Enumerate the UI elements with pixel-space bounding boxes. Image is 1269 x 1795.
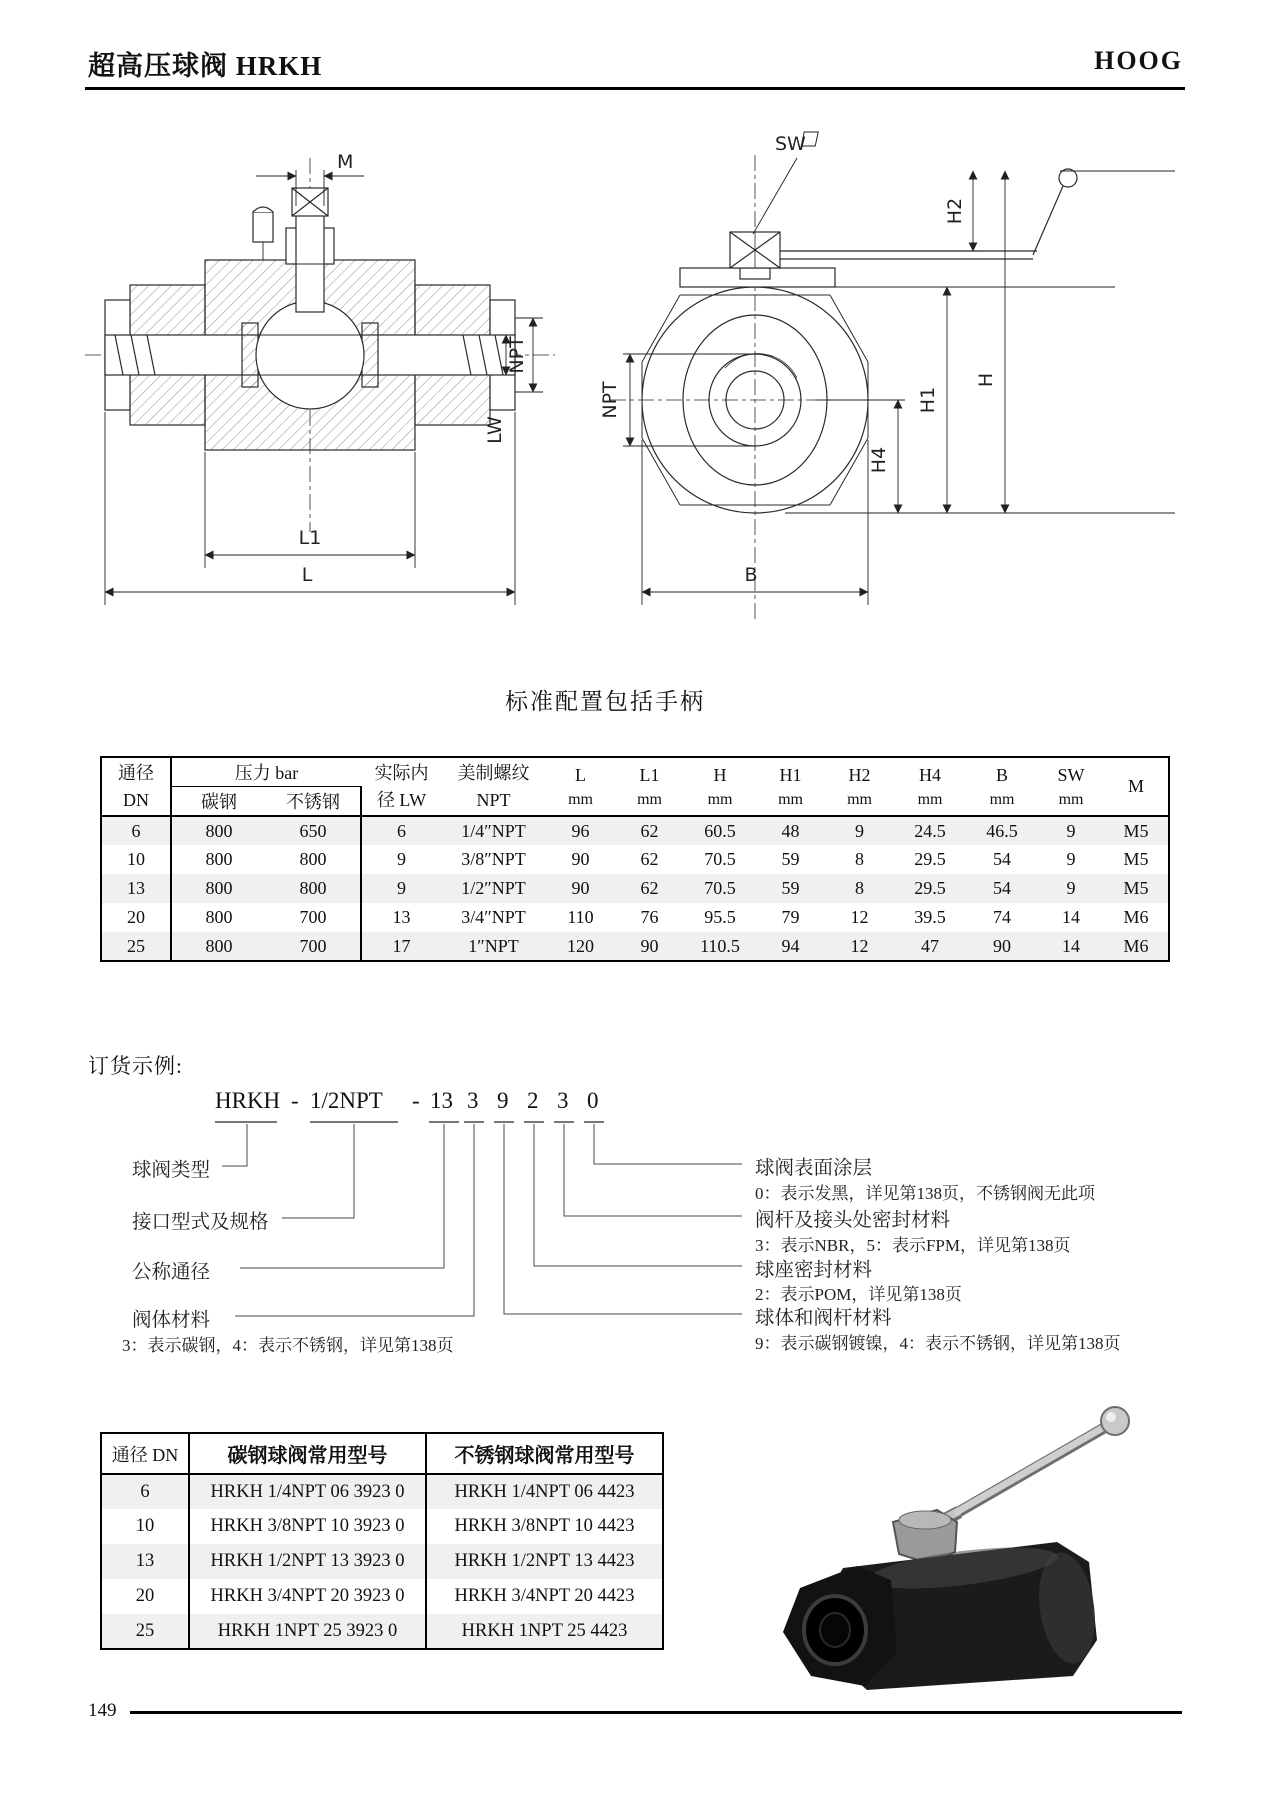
table-row: [101, 1474, 663, 1509]
table-cell: 94: [781, 935, 800, 956]
table-cell: 9: [1066, 849, 1076, 869]
table-cell: 110: [567, 907, 594, 927]
table-cell: HRKH 3/8NPT 10 3923 0: [189, 1509, 426, 1544]
dimension-table-body: [101, 816, 1169, 961]
table-cell: 9: [1066, 820, 1076, 841]
table-cell: 10: [101, 845, 171, 874]
column-header-H1: H1 mm: [778, 764, 803, 808]
table-cell: 14: [1062, 907, 1081, 927]
table-cell: HRKH 1NPT 25 4423: [461, 1620, 628, 1641]
table-cell: 700: [266, 903, 361, 932]
table-cell: 20: [101, 903, 171, 932]
table-cell: HRKH 3/4NPT 20 4423: [454, 1586, 635, 1606]
ordering-label-valve-type: 球阀类型: [132, 1160, 211, 1181]
column-header-npt: 美制螺纹 NPT: [457, 763, 530, 810]
ordering-label-body-material: 阀体材料: [132, 1310, 211, 1331]
right-view-end-drawing: [610, 155, 1077, 620]
order-code-body-mat: 3: [467, 1088, 479, 1113]
model-table-body: [101, 1474, 663, 1649]
table-cell: 79: [781, 907, 800, 927]
ordering-note-ball-stem-mat: 9：表示碳钢镀镍，4：表示不锈钢，详见第138页: [755, 1334, 1121, 1353]
table-cell: 9: [855, 820, 865, 841]
code-underline: [429, 1121, 459, 1123]
model-table-container: [100, 1432, 662, 1650]
table-cell: 13: [101, 874, 171, 903]
table-row: [101, 903, 1169, 932]
table-cell: 3/4″NPT: [461, 907, 526, 927]
table-row: [101, 874, 1169, 903]
column-header-H2: H2 mm: [847, 764, 872, 808]
table-cell: 54: [993, 849, 1012, 869]
table-cell: 54: [993, 878, 1012, 898]
table-cell: HRKH 3/8NPT 10 4423: [454, 1516, 635, 1536]
column-header-carbon: 碳钢球阀常用型号: [189, 1433, 426, 1474]
valve-body: [783, 1540, 1102, 1690]
column-header-dn: 通径 DN: [101, 1433, 189, 1474]
product-photo-ball-valve: [715, 1390, 1170, 1690]
ordering-label-seat-seal: 球座密封材料: [755, 1260, 873, 1281]
dimension-table: [100, 756, 1170, 962]
table-cell: 6: [101, 1474, 189, 1509]
page-title: 超高压球阀 HRKH: [88, 51, 323, 81]
table-cell: 62: [640, 849, 659, 869]
ordering-note-stem-seal: 3：表示NBR，5：表示FPM，详见第138页: [755, 1236, 1071, 1255]
dim-label-npt-right: NPT: [599, 381, 621, 419]
table-cell: 8: [855, 849, 865, 869]
column-header-L: L mm: [568, 764, 593, 808]
table-cell: 60.5: [704, 820, 736, 841]
table-cell: 59: [781, 878, 800, 898]
dimension-table-container: [100, 756, 1168, 962]
table-cell: 9: [397, 878, 407, 898]
table-cell: 800: [205, 878, 233, 898]
table-cell: HRKH 1/4NPT 06 3923 0: [189, 1474, 426, 1509]
table-cell: M6: [1123, 907, 1149, 927]
dim-label-m: M: [337, 151, 354, 173]
ordering-label-nominal-bore: 公称通径: [132, 1262, 211, 1283]
table-cell: HRKH 3/4NPT 20 3923 0: [189, 1579, 426, 1614]
column-header-M: M: [1128, 776, 1145, 796]
table-cell: 29.5: [914, 878, 946, 898]
table-cell: 8: [855, 878, 865, 898]
code-underline: [524, 1121, 544, 1123]
table-cell: 1″NPT: [468, 935, 519, 956]
order-code-dn: 13: [430, 1088, 453, 1113]
code-underline: [554, 1121, 574, 1123]
table-cell: 800: [266, 874, 361, 903]
table-cell: 12: [850, 935, 869, 956]
dim-label-l: L: [301, 564, 313, 586]
right-view-dimensions: [623, 158, 1175, 605]
code-underline: [310, 1121, 398, 1123]
table-cell: 90: [993, 935, 1012, 956]
table-cell: M5: [1123, 849, 1149, 869]
order-code-dash: -: [412, 1088, 420, 1113]
dim-label-h: H: [975, 372, 997, 388]
code-underline: [494, 1121, 514, 1123]
table-row: [101, 845, 1169, 874]
left-view-section-drawing: [85, 158, 555, 532]
table-cell: 800: [266, 845, 361, 874]
brand-logo-text: HOOG: [1094, 46, 1183, 75]
table-row: [101, 1509, 663, 1544]
table-cell: M5: [1123, 820, 1149, 841]
table-cell: 3/8″NPT: [461, 849, 526, 869]
table-cell: 120: [567, 935, 595, 956]
table-row: [101, 1544, 663, 1579]
ordering-note-body-material: 3：表示碳钢，4：表示不锈钢，详见第138页: [122, 1336, 454, 1355]
code-underline: [215, 1121, 277, 1123]
table-cell: HRKH 1/4NPT 06 4423: [454, 1481, 635, 1502]
ordering-label-stem-seal: 阀杆及接头处密封材料: [755, 1210, 951, 1231]
column-header-H: H mm: [707, 764, 733, 808]
table-cell: HRKH 1/2NPT 13 4423: [454, 1551, 635, 1571]
order-code-ball-mat: 9: [497, 1088, 509, 1113]
dim-label-l1: L1: [298, 527, 322, 549]
table-cell: HRKH 1/2NPT 13 3923 0: [189, 1544, 426, 1579]
model-table: [100, 1432, 664, 1650]
dim-label-npt-left: NPT: [506, 336, 528, 374]
table-cell: M5: [1123, 878, 1149, 898]
order-code-coating: 0: [587, 1088, 599, 1113]
order-code-dash: -: [291, 1088, 299, 1113]
page-number: 149: [88, 1700, 117, 1721]
table-cell: 17: [392, 935, 411, 956]
valve-technical-drawing: [85, 100, 1185, 670]
table-cell: 29.5: [914, 849, 946, 869]
ordering-section-title: 订货示例:: [88, 1054, 183, 1078]
table-cell: 9: [1066, 878, 1076, 898]
table-cell: 6: [397, 820, 407, 841]
column-header-H4: H4 mm: [917, 764, 943, 808]
table-cell: 800: [205, 907, 233, 927]
order-code-series: HRKH: [215, 1088, 281, 1113]
table-cell: 62: [640, 820, 659, 841]
table-cell: 59: [781, 849, 800, 869]
table-cell: 76: [640, 907, 659, 927]
table-row: [101, 932, 1169, 961]
column-header-lw: 实际内 径 LW: [374, 763, 429, 810]
table-row: [101, 1614, 663, 1649]
ordering-label-port-type: 接口型式及规格: [132, 1212, 269, 1233]
column-header-pressure: 压力 bar: [171, 757, 361, 787]
table-cell: 96: [571, 820, 590, 841]
table-row: [101, 816, 1169, 845]
order-code-seal-mat: 3: [557, 1088, 569, 1113]
table-cell: 90: [571, 878, 590, 898]
table-cell: 800: [205, 849, 233, 869]
dim-label-h2: H2: [944, 197, 966, 225]
drawing-caption: 标准配置包括手柄: [505, 689, 705, 714]
footer-rule: [130, 1711, 1182, 1714]
code-underline: [584, 1121, 604, 1123]
table-cell: 70.5: [704, 878, 736, 898]
table-cell: 90: [571, 849, 590, 869]
table-cell: 650: [266, 816, 361, 845]
table-cell: 70.5: [704, 849, 736, 869]
table-cell: 1/2″NPT: [461, 878, 526, 898]
header-rule: [85, 87, 1185, 90]
column-header-SW: SW mm: [1057, 764, 1085, 808]
column-header-stainless: 不锈钢球阀常用型号: [454, 1445, 635, 1467]
column-header-carbon-steel: 碳钢: [201, 792, 237, 812]
ordering-label-ball-stem-mat: 球体和阀杆材料: [755, 1308, 892, 1329]
order-code-port: 1/2NPT: [310, 1088, 383, 1113]
table-cell: 1/4″NPT: [461, 820, 526, 841]
table-cell: 47: [921, 935, 940, 956]
dim-label-h1: H1: [917, 386, 939, 414]
table-cell: 48: [781, 820, 800, 841]
table-cell: 10: [101, 1509, 189, 1544]
table-cell: 9: [397, 849, 407, 869]
table-cell: 25: [101, 1614, 189, 1649]
dim-label-lw: LW: [484, 416, 506, 444]
column-header-stainless-steel: 不锈钢: [266, 787, 361, 817]
table-cell: 74: [993, 907, 1012, 927]
table-cell: 24.5: [914, 820, 946, 841]
dim-label-h4: H4: [868, 446, 890, 474]
order-code-seat-mat: 2: [527, 1088, 539, 1113]
table-cell: 700: [266, 932, 361, 961]
table-cell: 6: [101, 816, 171, 845]
ordering-label-coating: 球阀表面涂层: [755, 1158, 873, 1179]
table-cell: HRKH 1NPT 25 3923 0: [189, 1614, 426, 1649]
table-cell: 110.5: [700, 935, 740, 956]
table-cell: 90: [640, 935, 659, 956]
table-cell: 39.5: [914, 907, 946, 927]
column-header-L1: L1 mm: [637, 764, 662, 808]
table-cell: 62: [640, 878, 659, 898]
table-cell: 13: [392, 907, 411, 927]
ordering-note-coating: 0：表示发黑，详见第138页，不锈钢阀无此项: [755, 1184, 1095, 1203]
table-cell: 95.5: [704, 907, 736, 927]
table-cell: 12: [850, 907, 869, 927]
table-cell: 800: [205, 820, 233, 841]
dim-label-sw: SW: [775, 133, 806, 155]
column-header-B: B mm: [989, 764, 1015, 808]
table-cell: 46.5: [986, 820, 1018, 841]
code-underline: [464, 1121, 484, 1123]
table-cell: 800: [205, 935, 233, 956]
table-cell: M6: [1123, 935, 1149, 956]
column-header-dn: 通径 DN: [101, 757, 171, 816]
table-cell: 14: [1062, 935, 1081, 956]
table-cell: 13: [101, 1544, 189, 1579]
table-cell: 25: [101, 932, 171, 961]
ordering-note-seat-seal: 2：表示POM，详见第138页: [755, 1285, 962, 1304]
table-row: [101, 1579, 663, 1614]
table-cell: 20: [101, 1579, 189, 1614]
dim-label-b: B: [744, 564, 758, 586]
